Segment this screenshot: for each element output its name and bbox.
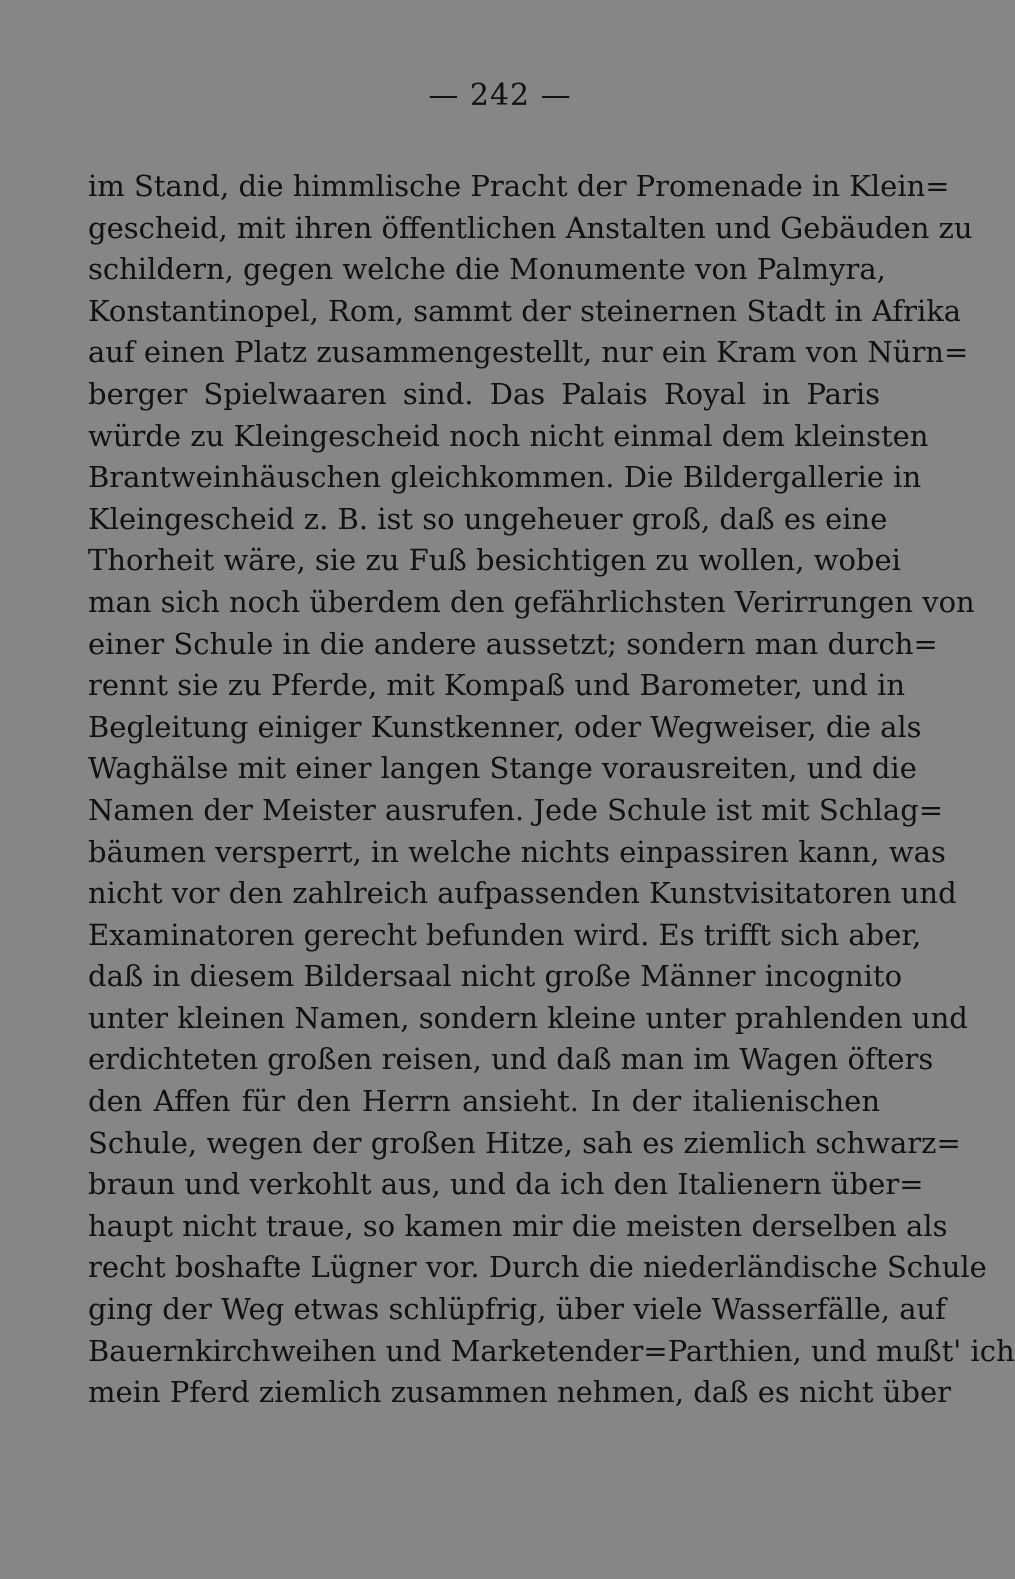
text-line: man sich noch überdem den gefährlichsten Verirrungen von [88, 584, 975, 619]
text-line: braun und verkohlt aus, und da ich den Italienern über= [88, 1167, 924, 1202]
text-line: bäumen versperrt, in welche nichts einpassiren kann, was [88, 834, 946, 869]
text-line: unter kleinen Namen, sondern kleine unter prahlenden und [88, 1000, 968, 1035]
text-line: daß in diesem Bildersaal nicht große Männer incognito [88, 959, 903, 994]
text-line: haupt nicht traue, so kamen mir die meisten derselben als [88, 1208, 948, 1243]
text-line: Waghälse mit einer langen Stange vorausreiten, und die [88, 751, 917, 786]
text-line: rennt sie zu Pferde, mit Kompaß und Barometer, und in [88, 668, 906, 703]
text-line: nicht vor den zahlreich aufpassenden Kunstvisitatoren und [88, 876, 957, 911]
text-line: einer Schule in die andere aussetzt; sondern man durch= [88, 626, 938, 661]
text-line: Kleingescheid z. B. ist so ungeheuer groß, daß es eine [88, 501, 888, 536]
text-line: den Affen für den Herrn ansieht. In der italienischen [88, 1084, 880, 1119]
text-line: Bauernkirchweihen und Marketender=Parthien, und mußt' ich [88, 1333, 1015, 1368]
text-line: auf einen Platz zusammengestellt, nur ein Kram von Nürn= [88, 335, 969, 370]
text-line: im Stand, die himmlische Pracht der Promenade in Klein= [88, 169, 950, 203]
text-line: schildern, gegen welche die Monumente von Palmyra, [88, 252, 886, 287]
text-line: Konstantinopel, Rom, sammt der steinernen Stadt in Afrika [88, 293, 962, 328]
text-line: gescheid, mit ihren öffentlichen Anstalten und Gebäuden zu [88, 210, 973, 245]
text-line: berger Spielwaaren sind. Das Palais Royal in Paris [88, 376, 880, 411]
text-line: würde zu Kleingescheid noch nicht einmal dem kleinsten [88, 418, 929, 453]
text-line: ging der Weg etwas schlüpfrig, über viele Wasserfälle, auf [88, 1292, 946, 1327]
text-line: Begleitung einiger Kunstkenner, oder Wegweiser, die als [88, 709, 922, 744]
text-line: recht boshafte Lügner vor. Durch die niederländische Schule [88, 1250, 987, 1285]
text-line: Thorheit wäre, sie zu Fuß besichtigen zu wollen, wobei [88, 543, 901, 578]
text-line: Examinatoren gerecht befunden wird. Es trifft sich aber, [88, 917, 922, 952]
text-line: Brantweinhäuschen gleichkommen. Die Bildergallerie in [88, 460, 922, 495]
page-number: — 242 — [428, 78, 572, 113]
body-text [88, 166, 1015, 1414]
text-line: erdichteten großen reisen, und daß man im Wagen öfters [88, 1042, 934, 1077]
text-line: mein Pferd ziemlich zusammen nehmen, daß es nicht über [88, 1375, 951, 1410]
text-line: Namen der Meister ausrufen. Jede Schule ist mit Schlag= [88, 792, 944, 827]
text-line: Schule, wegen der großen Hitze, sah es ziemlich schwarz= [88, 1125, 961, 1160]
